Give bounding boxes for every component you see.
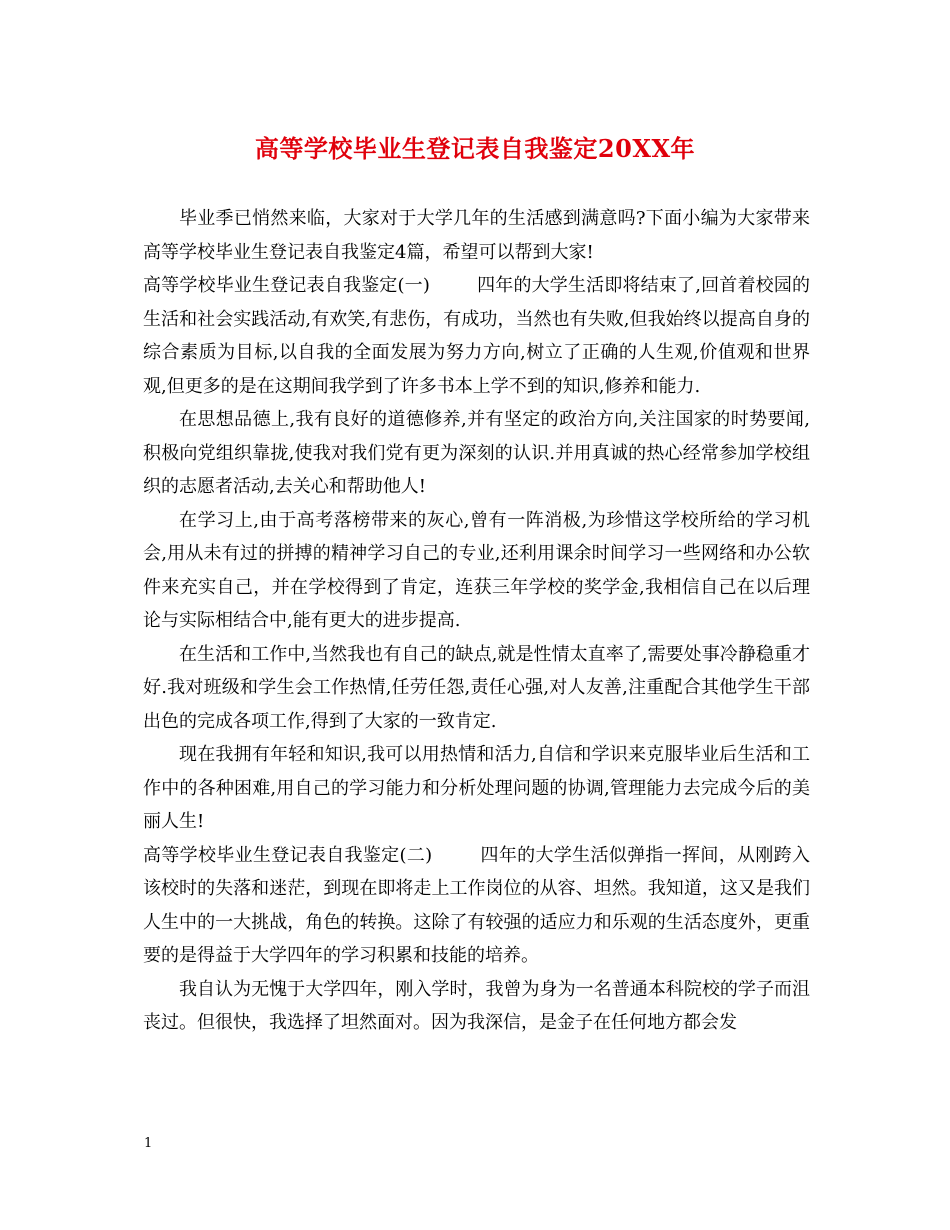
section-one-paragraph bbox=[143, 269, 810, 403]
section-one-text: 四年的大学生活即将结束了,回首着校园的生活和社会实践活动,有欢笑,有悲伤，有成功，当然也有失败,但我始终以提高自身的综合素质为目标,以自我的全面发展为努力方向,树立了正确的人生观,价值观和世界观,但更多的是在这期间我学到了许多书本上学不到的知识,修养和能力. bbox=[143, 275, 811, 397]
document-title: 高等学校毕业生登记表自我鉴定20XX年 bbox=[254, 134, 696, 163]
section-two-paragraph bbox=[143, 839, 810, 973]
body-paragraph: 在思想品德上,我有良好的道德修养,并有坚定的政治方向,关注国家的时势要闻,积极向党组织靠拢,使我对我们党有更为深刻的认识.并用真诚的热心经常参加学校组织的志愿者活动,去关心和帮助他人! bbox=[143, 409, 810, 497]
section-two-text: 四年的大学生活似弹指一挥间，从刚跨入该校时的失落和迷茫，到现在即将走上工作岗位的从容、坦然。我知道，这又是我们人生中的一大挑战，角色的转换。这除了有较强的适应力和乐观的生活态度外，更重要的是得益于大学四年的学习积累和技能的培养。 bbox=[143, 844, 810, 966]
section-heading-two: 高等学校毕业生登记表自我鉴定(二) bbox=[143, 844, 433, 866]
page-number: 1 bbox=[144, 1136, 153, 1151]
body-paragraph: 在生活和工作中,当然我也有自己的缺点,就是性情太直率了,需要处事冷静稳重才好.我对班级和学生会工作热情,任劳任怨,责任心强,对人友善,注重配合其他学生干部出色的完成各项工作,得到了大家的一致肯定. bbox=[143, 643, 810, 732]
body-paragraph: 在学习上,由于高考落榜带来的灰心,曾有一阵消极,为珍惜这学校所给的学习机会,用从未有过的拼搏的精神学习自己的专业,还利用课余时间学习一些网络和办公软件来充实自己，并在学校得到了肯定，连获三年学校的奖学金,我相信自己在以后理论与实际相结合中,能有更大的进步提高. bbox=[143, 509, 810, 631]
section-heading-one: 高等学校毕业生登记表自我鉴定(一) bbox=[143, 275, 430, 296]
section-heading-gap bbox=[432, 845, 480, 866]
body-paragraph: 我自认为无愧于大学四年，刚入学时，我曾为身为一名普通本科院校的学子而沮丧过。但很快，我选择了坦然面对。因为我深信，是金子在任何地方都会发 bbox=[143, 978, 810, 1033]
section-heading-gap bbox=[430, 275, 477, 296]
body-paragraph: 现在我拥有年轻和知识,我可以用热情和活力,自信和学识来克服毕业后生活和工作中的各种困难,用自己的学习能力和分析处理问题的协调,管理能力去完成今后的美丽人生! bbox=[143, 744, 810, 832]
document-body bbox=[143, 202, 810, 1040]
intro-paragraph: 毕业季已悄然来临，大家对于大学几年的生活感到满意吗?下面小编为大家带来高等学校毕业生登记表自我鉴定4篇，希望可以帮到大家! bbox=[143, 208, 810, 263]
